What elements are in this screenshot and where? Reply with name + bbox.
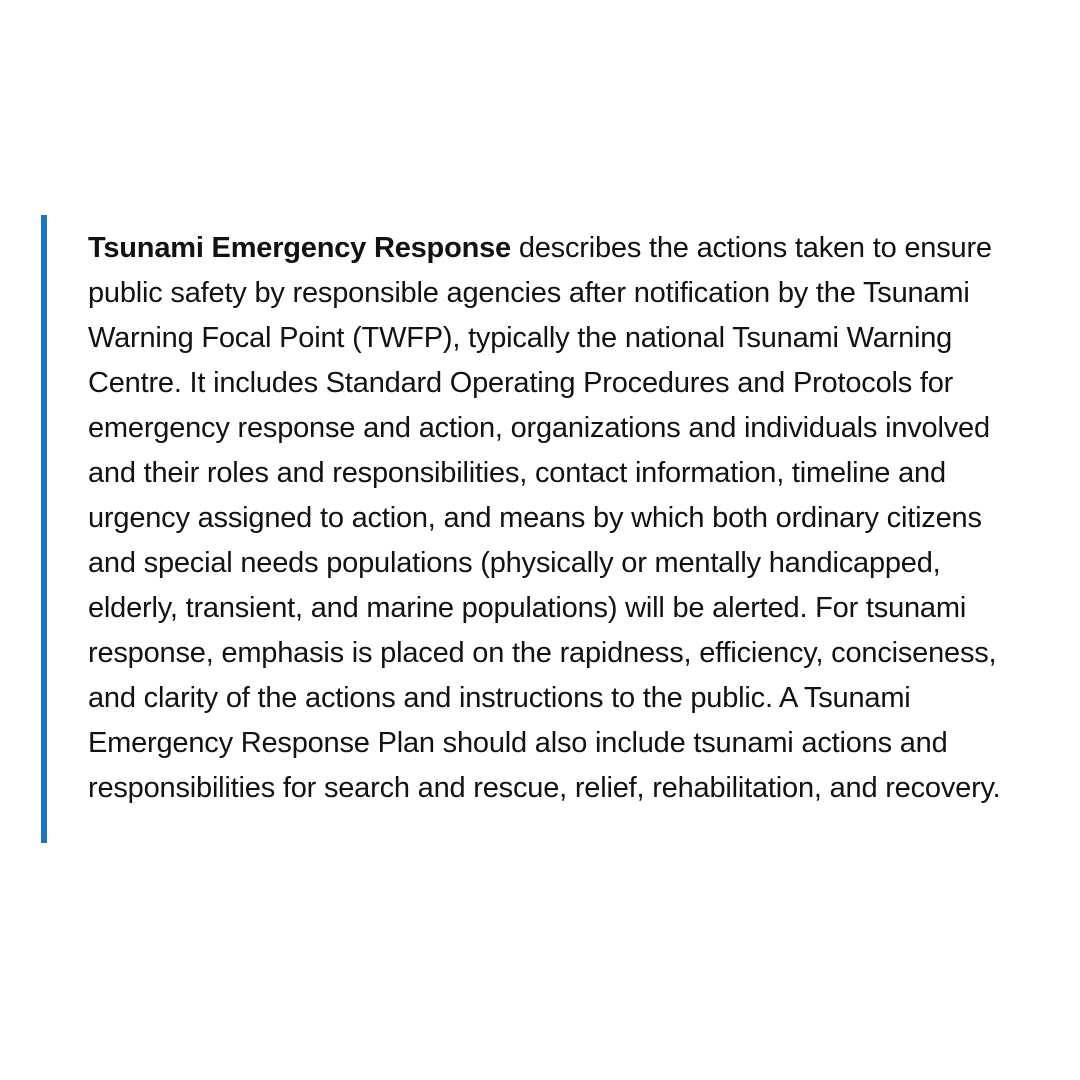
paragraph-line: responsibilities for search and rescue, relief, rehabilitation, and recovery. xyxy=(88,772,1001,804)
paragraph-line: and special needs populations (physically or mentally handicapped, xyxy=(88,547,941,579)
paragraph-line xyxy=(88,226,1053,271)
paragraph-line: Emergency Response Plan should also include tsunami actions and xyxy=(88,727,948,759)
paragraph-line: Centre. It includes Standard Operating Procedures and Protocols for xyxy=(88,367,954,399)
accent-bar xyxy=(41,215,47,843)
paragraph-line: Warning Focal Point (TWFP), typically the national Tsunami Warning xyxy=(88,322,953,354)
paragraph-line: elderly, transient, and marine populations) will be alerted. For tsunami xyxy=(88,592,967,624)
paragraph-line: public safety by responsible agencies after notification by the Tsunami xyxy=(88,277,970,309)
paragraph-line: emergency response and action, organizations and individuals involved xyxy=(88,412,990,444)
paragraph-line: and their roles and responsibilities, contact information, timeline and xyxy=(88,457,946,489)
paragraph-line-text: describes the actions taken to ensure xyxy=(510,232,992,264)
paragraph-line: and clarity of the actions and instructions to the public. A Tsunami xyxy=(88,682,911,714)
paragraph-line: urgency assigned to action, and means by which both ordinary citizens xyxy=(88,502,982,534)
definition-term: Tsunami Emergency Response xyxy=(88,232,511,264)
paragraph-line: response, emphasis is placed on the rapidness, efficiency, conciseness, xyxy=(88,637,997,669)
definition-paragraph xyxy=(88,226,1053,811)
